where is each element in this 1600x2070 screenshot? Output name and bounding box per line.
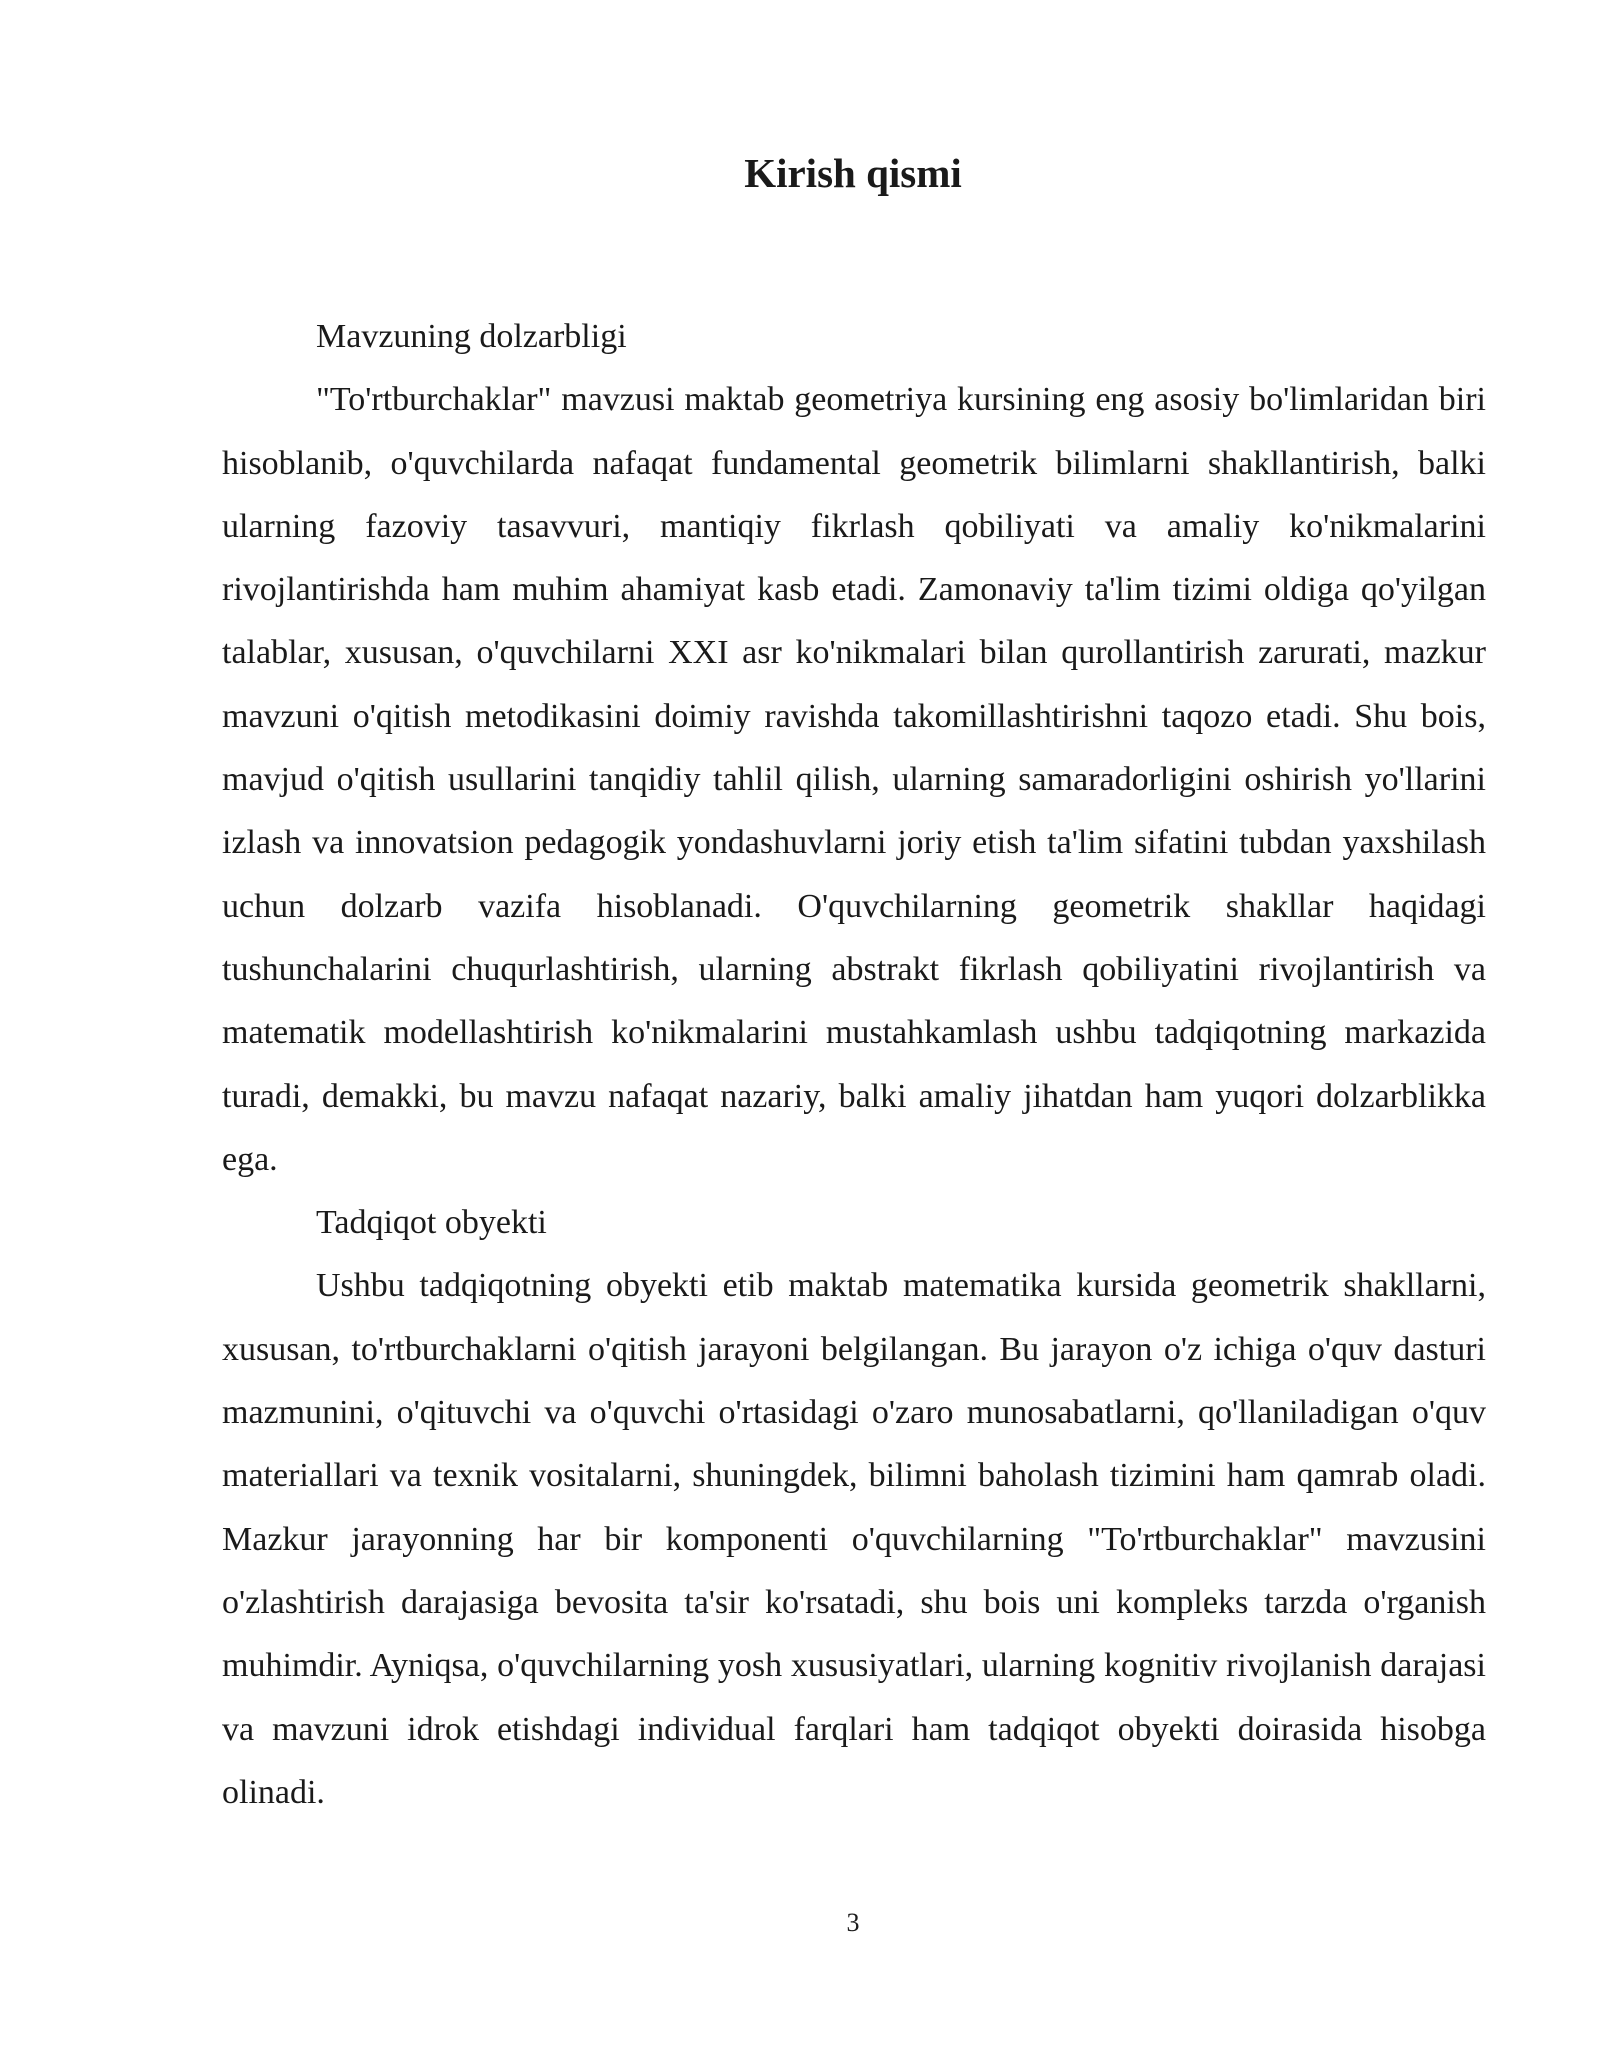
page-number: 3 bbox=[846, 1908, 860, 1937]
page-title: Kirish qismi bbox=[744, 150, 962, 196]
section-paragraph-relevance: "To'rtburchaklar" mavzusi maktab geometriya kursining eng asosiy bo'limlaridan biri hisoblanib, o'quvchilarda nafaqat fundamental geometrik bilimlarni shakllantirish, balki ularning fazoviy tasavvuri, mantiqiy fikrlash qobiliyati va amaliy ko'nikmalarini rivojlantirishda ham muhim ahamiyat kasb etadi. Zamonaviy ta'lim tizimi oldiga qo'yilgan talablar, xususan, o'quvchilarni XXI asr ko'nikmalari bilan qurollantirish zarurati, mazkur mavzuni o'qitish metodikasini doimiy ravishda takomillashtirishni taqozo etadi. Shu bois, mavjud o'qitish usullarini tanqidiy tahlil qilish, ularning samaradorligini oshirish yo'llarini izlash va innovatsion pedagogik yondashuvlarni joriy etish ta'lim sifatini tubdan yaxshilash uchun dolzarb vazifa hisoblanadi. O'quvchilarning geometrik shakllar haqidagi tushunchalarini chuqurlashtirish, ularning abstrakt fikrlash qobiliyatini rivojlantirish va matematik modellashtirish ko'nikmalarini mustahkamlash ushbu tadqiqotning markazida turadi, demakki, bu mavzu nafaqat nazariy, balki amaliy jihatdan ham yuqori dolzarblikka ega. bbox=[222, 381, 1486, 1178]
section-paragraph-research-object: Ushbu tadqiqotning obyekti etib maktab matematika kursida geometrik shakllarni, xususan, to'rtburchaklarni o'qitish jarayoni belgilangan. Bu jarayon o'z ichiga o'quv dasturi mazmunini, o'qituvchi va o'quvchi o'rtasidagi o'zaro munosabatlarni, qo'llaniladigan o'quv materiallari va texnik vositalarni, shuningdek, bilimni baholash tizimini ham qamrab oladi. Mazkur jarayonning har bir komponenti o'quvchilarning "To'rtburchaklar" mavzusini o'zlashtirish darajasiga bevosita ta'sir ko'rsatadi, shu bois uni kompleks tarzda o'rganish muhimdir. Ayniqsa, o'quvchilarning yosh xususiyatlari, ularning kognitiv rivojlanish darajasi va mavzuni idrok etishdagi individual farqlari ham tadqiqot obyekti doirasida hisobga olinadi. bbox=[222, 1267, 1486, 1811]
document-body bbox=[222, 305, 1486, 1824]
section-heading-relevance: Mavzuning dolzarbligi bbox=[316, 318, 627, 355]
section-heading-research-object: Tadqiqot obyekti bbox=[316, 1204, 547, 1242]
